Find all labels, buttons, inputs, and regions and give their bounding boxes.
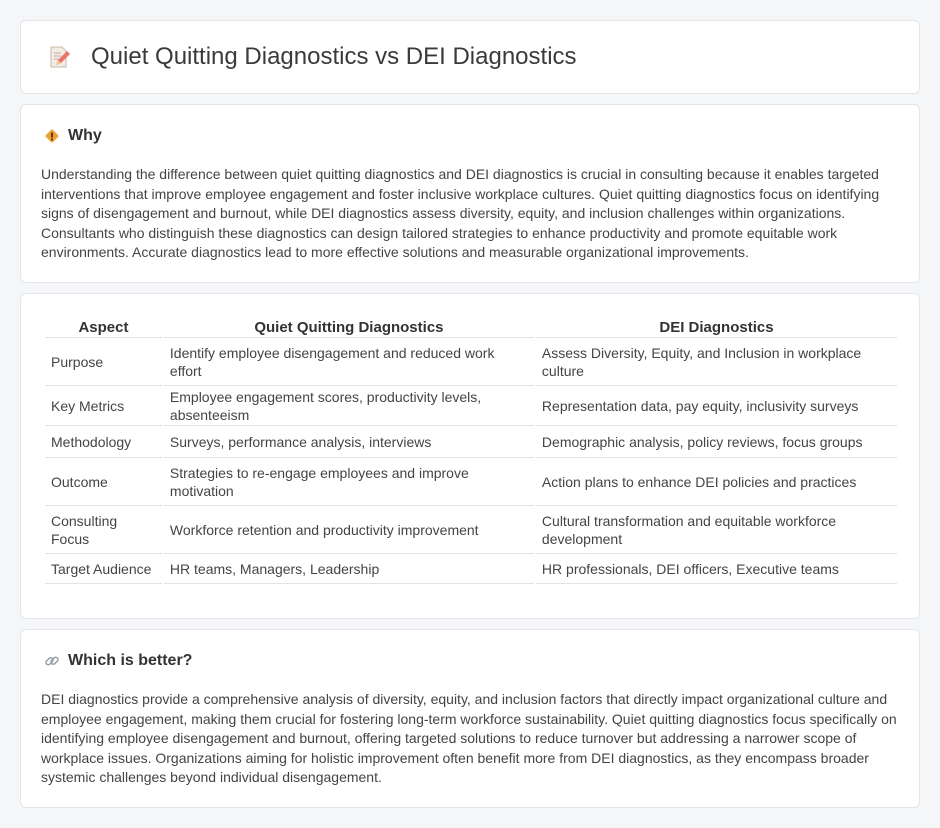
better-heading bbox=[43, 652, 192, 670]
row-aspect: Outcome bbox=[45, 458, 162, 506]
better-paragraph: DEI diagnostics provide a comprehensive analysis of diversity, equity, and inclusion factors that directly impact organizational culture and employee engagement, making them crucial for fostering long-term workforce sustainability. Quiet quitting diagnostics focus specifically on identifying employee disengagement and burnout, offering targeted solutions to reduce turnover but addressing a narrower scope of workplace issues. Organizations aiming for holistic improvement often benefit more from DEI diagnostics, as they encompass broader systemic challenges beyond individual disengagement. bbox=[41, 691, 897, 786]
table-row bbox=[45, 426, 897, 458]
row-dei: Action plans to enhance DEI policies and practices bbox=[536, 458, 897, 506]
row-dei: Demographic analysis, policy reviews, focus groups bbox=[536, 426, 897, 458]
why-paragraph: Understanding the difference between quiet quitting diagnostics and DEI diagnostics is crucial in consulting because it enables targeted interventions that improve employee engagement and foster inclusive workplace cultures. Quiet quitting diagnostics focus on identifying signs of disengagement and burnout, while DEI diagnostics assess diversity, equity, and inclusion challenges within organizations. Consultants who distinguish these diagnostics can design tailored strategies to enhance productivity and promote equitable work environments. Accurate diagnostics lead to more effective solutions and measurable organizational improvements. bbox=[41, 166, 880, 261]
document-pencil-icon bbox=[47, 45, 71, 69]
row-dei: Assess Diversity, Equity, and Inclusion in workplace culture bbox=[536, 338, 897, 386]
table-row bbox=[45, 506, 897, 554]
row-aspect: Key Metrics bbox=[45, 386, 162, 426]
table-row bbox=[45, 338, 897, 386]
column-header-aspect: Aspect bbox=[45, 316, 162, 338]
row-aspect: Purpose bbox=[45, 338, 162, 386]
row-dei: Representation data, pay equity, inclusivity surveys bbox=[536, 386, 897, 426]
table-row bbox=[45, 386, 897, 426]
row-dei: HR professionals, DEI officers, Executive teams bbox=[536, 554, 897, 584]
table-row bbox=[45, 554, 897, 584]
row-quiet-quitting: Strategies to re-engage employees and improve motivation bbox=[164, 458, 534, 506]
column-header-quiet-quitting: Quiet Quitting Diagnostics bbox=[164, 316, 534, 338]
link-icon bbox=[43, 652, 61, 670]
row-aspect: Target Audience bbox=[45, 554, 162, 584]
row-quiet-quitting: HR teams, Managers, Leadership bbox=[164, 554, 534, 584]
diamond-sign-icon bbox=[43, 127, 61, 145]
row-quiet-quitting: Identify employee disengagement and reduced work effort bbox=[164, 338, 534, 386]
row-quiet-quitting: Workforce retention and productivity improvement bbox=[164, 506, 534, 554]
table-row bbox=[45, 458, 897, 506]
better-heading-label: Which is better? bbox=[68, 652, 193, 669]
row-dei: Cultural transformation and equitable workforce development bbox=[536, 506, 897, 554]
why-card bbox=[20, 104, 920, 283]
table-header-row bbox=[45, 316, 897, 338]
comparison-table bbox=[43, 316, 899, 584]
why-heading bbox=[43, 127, 102, 145]
column-header-dei: DEI Diagnostics bbox=[536, 316, 897, 338]
row-aspect: Methodology bbox=[45, 426, 162, 458]
comparison-table-card bbox=[20, 293, 920, 619]
page-title: Quiet Quitting Diagnostics vs DEI Diagnostics bbox=[91, 43, 577, 70]
title-card bbox=[20, 20, 920, 94]
row-quiet-quitting: Surveys, performance analysis, interviews bbox=[164, 426, 534, 458]
why-heading-label: Why bbox=[68, 127, 102, 144]
which-is-better-card bbox=[20, 629, 920, 808]
row-quiet-quitting: Employee engagement scores, productivity levels, absenteeism bbox=[164, 386, 534, 426]
row-aspect: Consulting Focus bbox=[45, 506, 162, 554]
